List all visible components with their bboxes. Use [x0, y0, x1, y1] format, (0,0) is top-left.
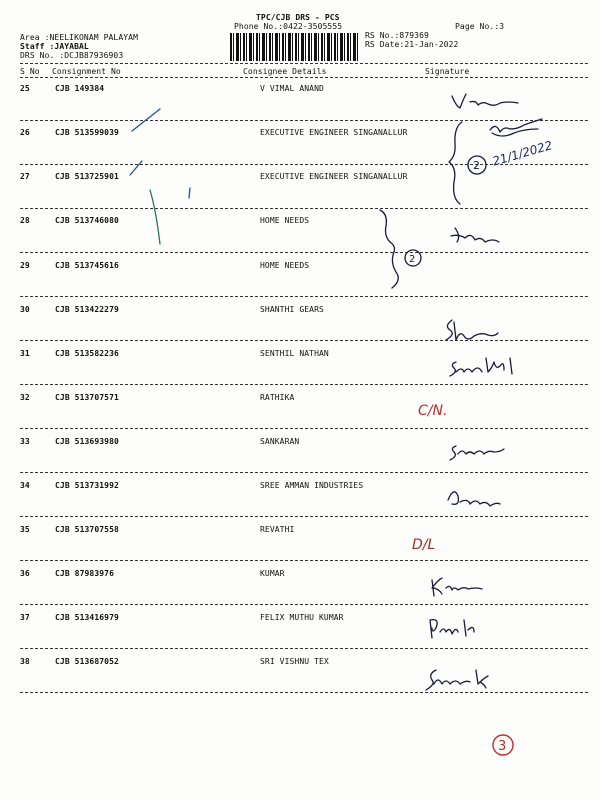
row-consignee: SANKARAN: [260, 437, 300, 446]
row-consignment: CJB 149384: [55, 84, 105, 93]
row-consignment: CJB 513745616: [55, 261, 119, 270]
header-divider: [20, 63, 588, 64]
circled-number-28-29: 2: [409, 254, 416, 265]
brace-26-27: [449, 122, 462, 204]
signature-31: [450, 358, 512, 376]
row-divider: [20, 604, 588, 605]
barcode: [230, 33, 360, 61]
row-consignee: V VIMAL ANAND: [260, 84, 324, 93]
row-consignment: CJB 513693980: [55, 437, 119, 446]
row-consignee: FELIX MUTHU KUMAR: [260, 613, 344, 622]
row-consignment: CJB 87983976: [55, 569, 114, 578]
row-divider: [20, 560, 588, 561]
row-sno: 31: [20, 349, 30, 358]
row-divider: [20, 648, 588, 649]
signature-25: [452, 94, 518, 108]
circled-page-mark: [493, 735, 513, 755]
row-divider: [20, 252, 588, 253]
pen-stroke-4: [189, 188, 190, 198]
phone-number: Phone No.:0422-3505555: [234, 22, 343, 31]
row-consignment: CJB 513687052: [55, 657, 119, 666]
column-header-sno: S No: [20, 67, 40, 76]
signature-37: [430, 620, 474, 638]
document-title: TPC/CJB DRS - PCS: [256, 13, 340, 22]
red-mark-dl: D/L: [412, 537, 436, 553]
row-consignment: CJB 513731992: [55, 481, 119, 490]
row-sno: 36: [20, 569, 30, 578]
row-consignment: CJB 513707558: [55, 525, 119, 534]
brace-28-29: [380, 210, 398, 288]
column-header-signature: Signature: [425, 67, 470, 76]
row-divider: [20, 472, 588, 473]
row-consignment: CJB 513725901: [55, 172, 119, 181]
signature-26-27: [490, 119, 542, 136]
circled-page-number: 3: [498, 739, 507, 754]
page-number: Page No.:3: [455, 22, 505, 31]
row-consignment: CJB 513582236: [55, 349, 119, 358]
row-sno: 35: [20, 525, 30, 534]
row-divider: [20, 428, 588, 429]
column-divider: [20, 77, 588, 78]
row-divider: [20, 208, 588, 209]
row-consignment: CJB 513707571: [55, 393, 119, 402]
row-divider: [20, 164, 588, 165]
column-header-consignment: Consignment No: [52, 67, 121, 76]
row-consignment: CJB 513422279: [55, 305, 119, 314]
row-consignment: CJB 513746080: [55, 216, 119, 225]
row-divider: [20, 120, 588, 121]
row-divider: [20, 692, 588, 693]
area-label: Area :NEELIKONAM PALAYAM: [20, 33, 138, 42]
signature-34: [448, 492, 500, 506]
row-sno: 38: [20, 657, 30, 666]
row-consignee: SENTHIL NATHAN: [260, 349, 329, 358]
signature-36: [432, 578, 482, 596]
row-consignee: KUMAR: [260, 569, 285, 578]
circled-number-26-27: 2: [473, 159, 480, 172]
row-consignee: SREE AMMAN INDUSTRIES: [260, 481, 364, 490]
row-consignee: REVATHI: [260, 525, 295, 534]
row-consignee: EXECUTIVE ENGINEER SINGANALLUR: [260, 172, 408, 181]
row-consignee: EXECUTIVE ENGINEER SINGANALLUR: [260, 128, 408, 137]
row-consignment: CJB 513599039: [55, 128, 119, 137]
row-divider: [20, 384, 588, 385]
row-sno: 28: [20, 216, 30, 225]
signature-30: [446, 320, 498, 340]
row-divider: [20, 516, 588, 517]
row-sno: 34: [20, 481, 30, 490]
row-sno: 25: [20, 84, 30, 93]
row-sno: 32: [20, 393, 30, 402]
row-sno: 37: [20, 613, 30, 622]
staff-label: Staff :JAYABAL: [20, 42, 89, 51]
signature-38: [426, 670, 488, 690]
red-mark-cn: C/N.: [418, 403, 448, 419]
row-sno: 29: [20, 261, 30, 270]
row-consignment: CJB 513416979: [55, 613, 119, 622]
row-consignee: SHANTHI GEARS: [260, 305, 324, 314]
row-sno: 33: [20, 437, 30, 446]
column-header-consignee: Consignee Details: [243, 67, 327, 76]
signature-28: [451, 228, 499, 242]
date-note: 21/1/2022: [490, 138, 554, 169]
row-sno: 30: [20, 305, 30, 314]
row-sno: 27: [20, 172, 30, 181]
circled-mark-26-27: [468, 156, 486, 174]
rs-number: RS No.:879369: [365, 31, 429, 40]
row-divider: [20, 340, 588, 341]
row-consignee: HOME NEEDS: [260, 216, 310, 225]
row-sno: 26: [20, 128, 30, 137]
row-divider: [20, 296, 588, 297]
row-consignee: HOME NEEDS: [260, 261, 310, 270]
pen-stroke-3: [150, 190, 160, 244]
row-consignee: SRI VISHNU TEX: [260, 657, 329, 666]
rs-date: RS Date:21-Jan-2022: [365, 40, 459, 49]
row-consignee: RATHIKA: [260, 393, 295, 402]
drs-number: DRS No. :DCJB87936903: [20, 51, 124, 60]
signature-33: [450, 446, 504, 460]
